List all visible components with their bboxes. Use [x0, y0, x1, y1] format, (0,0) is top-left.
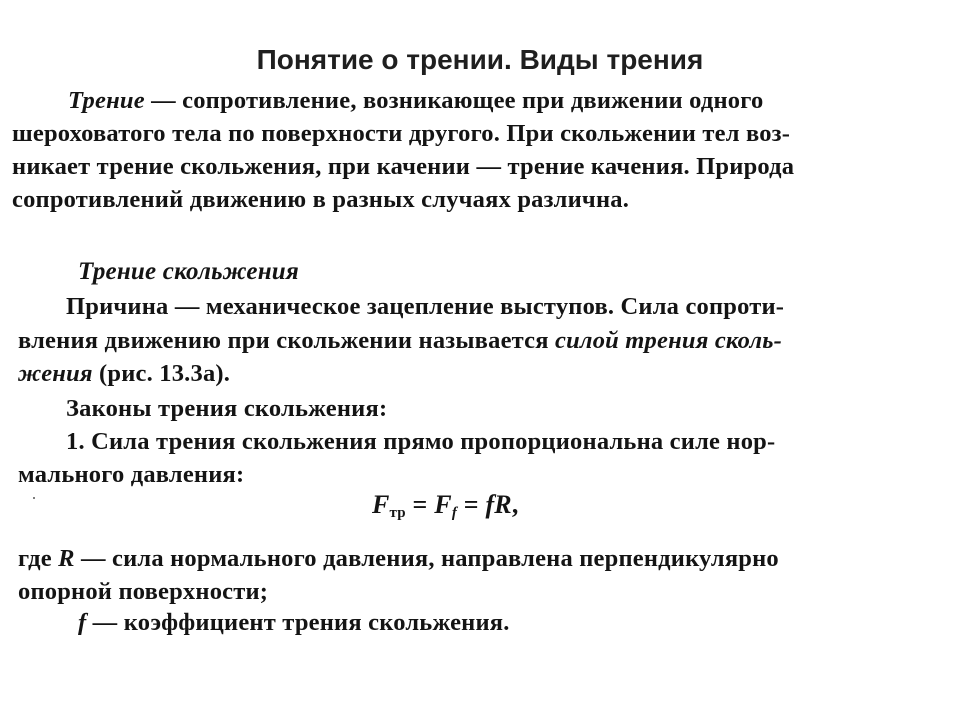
cause-line-1: Причина — механическое зацепление выступов. Сила сопроти-: [66, 293, 785, 320]
formula-coef-f: f: [485, 490, 495, 519]
formula-sub-tr: тр: [389, 505, 406, 521]
explanation-R-line-1: [18, 545, 779, 573]
intro-line-4: сопротивлений движению в разных случаях различна.: [12, 186, 630, 213]
term-sliding-friction-force: силой трения сколь-: [555, 327, 782, 354]
intro-line-2: шероховатого тела по поверхности другого. При скольжении тел воз-: [12, 120, 791, 147]
intro-line-3: никает трение скольжения, при качении — трение качения. Природа: [12, 153, 795, 180]
formula-comma: ,: [511, 490, 519, 519]
figure-reference: (рис. 13.3а).: [92, 360, 231, 387]
formula-equals-2: =: [457, 490, 486, 519]
law-1-line-1: 1. Сила трения скольжения прямо пропорциональна силе нор-: [66, 428, 776, 455]
term-sliding-friction-force-end: жения: [18, 360, 93, 387]
formula-R: R: [494, 490, 512, 519]
explanation-f-line: [78, 609, 510, 637]
formula-F-f: F: [434, 490, 452, 519]
explanation-R-line-2: опорной поверхности;: [18, 578, 269, 605]
cause-line-2: [18, 327, 782, 355]
slide-title: Понятие о трении. Виды трения: [256, 44, 704, 75]
term-friction: Трение: [68, 87, 145, 114]
intro-line-1: [68, 87, 763, 115]
law-1-line-2: мального давления:: [18, 461, 245, 488]
scan-speck: [33, 497, 35, 499]
formula-equals-1: =: [405, 490, 435, 519]
cause-line-2-text: вления движению при скольжении называется: [18, 327, 556, 354]
explanation-R-text: — сила нормального давления, направлена перпендикулярно: [74, 545, 779, 572]
explanation-where: где: [18, 545, 59, 572]
intro-line-1-text: — сопротивление, возникающее при движении одного: [144, 87, 764, 114]
explanation-f-text: — коэффициент трения скольжения.: [86, 609, 510, 636]
formula-sub-f: f: [451, 505, 458, 521]
friction-formula: [372, 490, 519, 522]
cause-line-3: [18, 360, 230, 388]
laws-heading: Законы трения скольжения:: [66, 395, 388, 422]
symbol-f: f: [78, 609, 87, 636]
formula-F-tr: F: [372, 490, 390, 519]
section-heading: Трение скольжения: [78, 258, 299, 285]
symbol-R: R: [58, 545, 75, 572]
